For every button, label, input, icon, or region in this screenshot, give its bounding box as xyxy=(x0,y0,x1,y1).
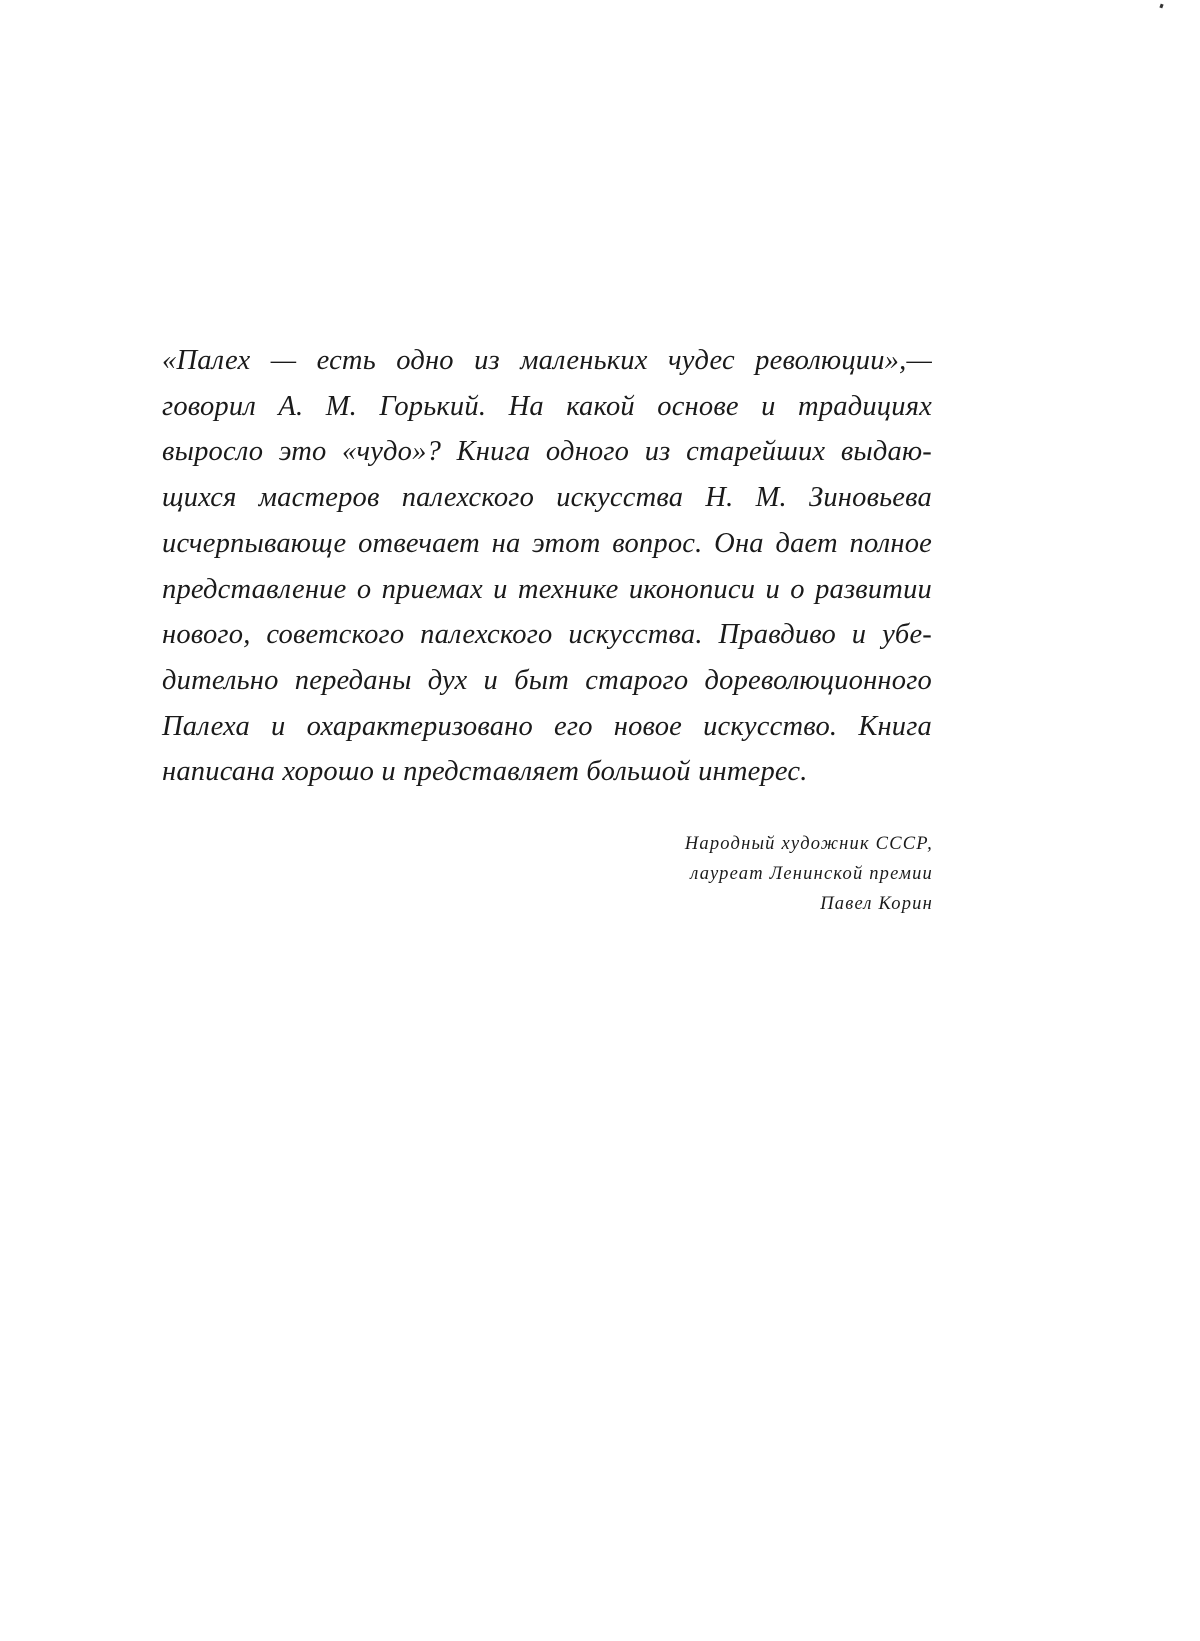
paragraph-line: исчерпывающе отвечает на этот вопрос. Она дает полное xyxy=(162,527,932,559)
paragraph-line: выросло это «чудо»? Книга одного из старейших выдаю- xyxy=(162,436,932,468)
review-paragraph xyxy=(162,338,932,795)
signature-name: Павел Корин xyxy=(820,894,933,914)
paragraph-line: Палеха и охарактеризовано его новое искусство. Книга xyxy=(162,710,932,742)
paragraph-line: дительно переданы дух и быт старого дореволюционного xyxy=(162,664,932,696)
paragraph-line: написана хорошо и представляет большой интерес. xyxy=(162,756,808,788)
author-signature xyxy=(685,829,933,919)
scan-speck xyxy=(1159,4,1163,9)
paragraph-line: говорил А. М. Горький. На какой основе и традициях xyxy=(162,390,932,422)
paragraph-line: «Палех — есть одно из маленьких чудес революции»,— xyxy=(162,345,932,376)
paragraph-line: щихся мастеров палехского искусства Н. М. Зиновьева xyxy=(162,482,932,514)
paragraph-line: нового, советского палехского искусства. Правдиво и убе- xyxy=(162,619,932,651)
paragraph-line: представление о приемах и технике иконописи и о развитии xyxy=(162,573,932,605)
signature-award: лауреат Ленинской премии xyxy=(690,864,933,884)
signature-title: Народный художник СССР, xyxy=(684,834,933,854)
